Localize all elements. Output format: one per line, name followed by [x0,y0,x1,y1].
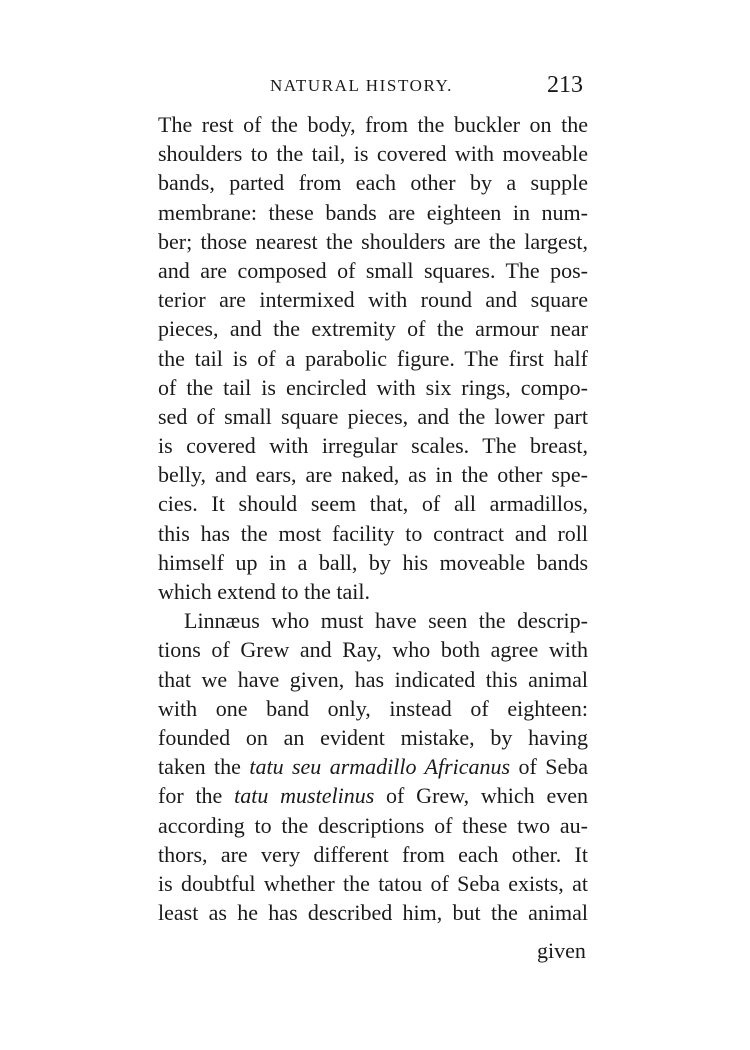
text-line: The rest of the body, from the buckler on the [158,112,588,137]
italic-species-name: tatu mustelinus [234,783,375,809]
text-line: Linnæus who must have seen the descrip- [184,608,588,634]
text-line: himself up in a ball, by his moveable bands [158,549,588,575]
text-line: belly, and ears, are naked, as in the other spe- [158,462,588,488]
text-line: according to the descriptions of these two au- [158,812,588,838]
text-segment: of Grew, which even [374,783,589,809]
body-text [158,110,588,927]
text-line: thors, are very different from each other. It [158,841,588,867]
text-line: tions of Grew and Ray, who both agree with [158,637,588,663]
text-line: terior are intermixed with round and square [158,287,588,313]
page-number: 213 [547,72,583,98]
text-segment: taken the [158,754,250,780]
text-line: is doubtful whether the tatou of Seba exists, at [158,870,588,896]
running-title: NATURAL HISTORY. [270,76,454,95]
text-line: membrane: these bands are eighteen in num- [158,199,588,225]
text-line: and are composed of small squares. The pos- [158,257,588,283]
text-line: which extend to the tail. [158,579,370,604]
text-line: cies. It should seem that, of all armadillos, [158,491,588,517]
text-line: this has the most facility to contract and roll [158,520,588,546]
text-line: with one band only, instead of eighteen: [158,695,588,721]
text-line: sed of small square pieces, and the lower part [158,403,588,429]
text-line: shoulders to the tail, is covered with moveable [158,141,588,167]
text-line: least as he has described him, but the animal [158,900,588,926]
text-line: ber; those nearest the shoulders are the largest, [158,228,588,254]
text-line: that we have given, has indicated this animal [158,666,588,692]
text-line: is covered with irregular scales. The breast, [158,433,588,459]
text-segment: for the [158,783,235,809]
text-line: pieces, and the extremity of the armour near [158,316,588,342]
italic-species-name: tatu seu armadillo Africanus [249,754,511,780]
text-line: founded on an evident mistake, by having [158,724,588,750]
text-line: the tail is of a parabolic figure. The first half [158,345,588,371]
text-line: of the tail is encircled with six rings, compo- [158,374,588,400]
text-line [158,752,588,781]
text-line [158,781,588,810]
catchword: given [537,938,586,963]
text-segment: of Seba [510,754,588,780]
text-line: bands, parted from each other by a supple [158,170,588,196]
